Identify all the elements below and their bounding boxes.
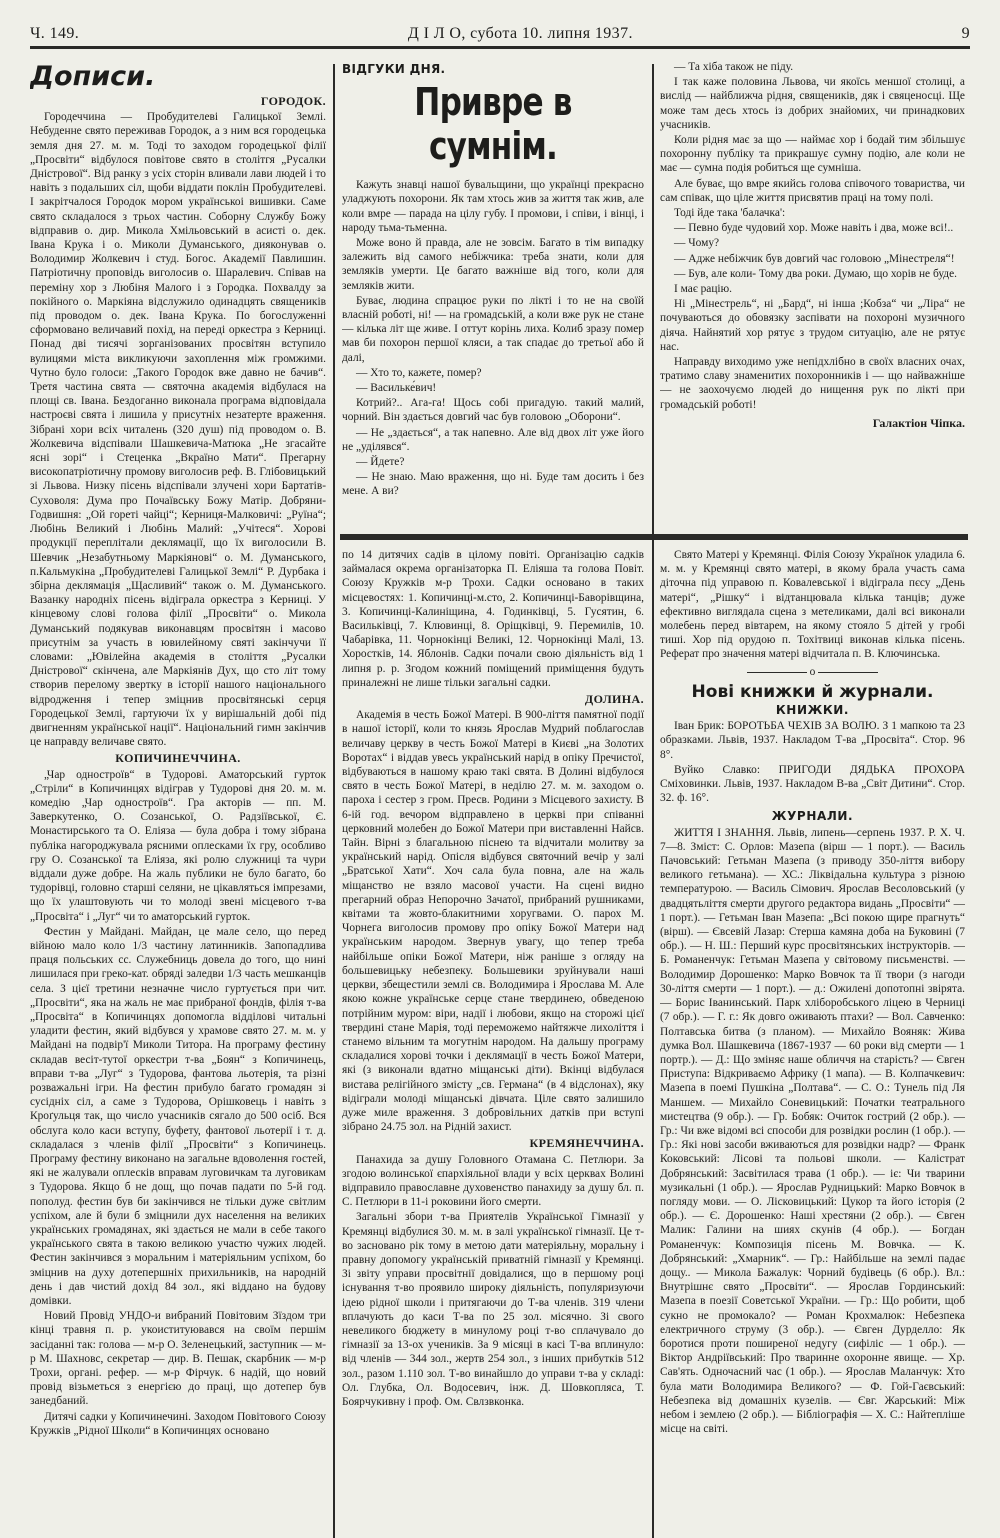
ornament-divider: o: [660, 665, 965, 679]
place-heading-dolyna: ДОЛИНА.: [584, 692, 644, 707]
article-sviato-materi: Свято Матері у Кремянці. Філія Союзу Українок уладила 6. м. м. у Кремянці свято матері, в якому брала участь сама діточна під управою п. Ковалевської і відіграла пєсу „День матері“, „Рішку“ і відтанцювала кілька танців; дуже ефективно виглядала сцена з метеликами, далі всі виконали молебень перед вівтарем, на якому стояло 5 дітей у гробі тиші. Хор під орудою п. Тохітвиці виконав кілька пісень. Реферат про значення матері відчитала п. В. Ключинська.: [660, 549, 965, 661]
article-akademia: Академія в честь Божої Матері. В 900-ліття памятної події в нашої історії, коли то князь Ярослав Мудрий поблагослав величаву церкву в честь Божої Матері в Києві „на Золотих Воротах“ і віддав увесь український нарід в опіку Пречистої, відбуваються в нашому краю такі свята. В Долині відбулося свято в честь Божої Матері, в неділю 27. м. м. заходом о. пароха і сестер з гром. Пресв. Родини з Місцевого захисту. В 6-ій год. вечором відправлено в церкві при співанні церковний молебен до Божої Матери при виставленні Найсв. Тайн. Вірні з благальною піснею та відчитали молитву за український нарід. Опісля відбувся святочний вечір у залі „Братської Хати“. Хоч сала була повна, але на жаль міщанство не взяло масової участи. На сцені видно прегарний образ Непорочно Зачатої, прибраний рушниками, квітами та жовто-блакитними хоругвами. О. парох М. Чорнега виголосив промову про опіку Божої Матери над українським народом. Звернув увагу, що тепер треба найбільше опіки Божої Матери, ніж раніше з огляду на большевицьку небезпеку. Большевики зруйнували наші церкви, збещестили землі св. Володимира і Ярослава М. Але якою кожне українське серце стане твердинею, обведеною потрійним муром: віри, надії і любови, якщо на сторожі цієї твердині стане Марія, тоді переможемо найтяжче лихоліття і станемо вільним та могутнім народом. На дальшу програму складалися хорові точки і деклямації в честь Божої Матери, які (з виконали вдатно міщанські діти). Вкінці відбулася вистава релігійного змісту „св. Германа“ (в 4 відслонах), яку відіграли молоді міщанські дівчата. Ціле свято залишило дуже миле враження. З добровільних датків при вступі зібрано 24.75 зол. на Рідній захист.: [342, 709, 644, 1134]
feuilleton-p8: — Йдете?: [356, 456, 405, 469]
feuilleton-c5: Тоді йде така 'балачка':: [674, 207, 786, 220]
article-undo: Новий Провід УНДО-и вибраний Повітовим Зїздом три кінці травня п. р. укоиституювався на своїм першім засіданні так: голова — м-р О. Зеленецький, заступник — м-р М. Шахновс, секретар — дир. В. Пешак, скарбник — м-р Трохи, органі. рефер. — м-р Фірчук. 6 надій, що новий провід візьметься з енергією до праці, що дотепер був занедбаний.: [30, 1310, 326, 1408]
feuilleton-p1: Кажуть знавці нашої бувальщини, що українці прекрасно уладжують похорони. Як там хтось жив за життя так жив, але коли вмре — парада на цілу губу. І промови, і співи, і вінці, і народу тьма-тьменна.: [342, 179, 644, 234]
feuilleton-p3: Буває, людина спрацює руки по лікті і то не на своїй власній роботі, ні! — на громадській, а коли вже рук не стане — кілька літ ще живе. І оттут корінь лиха. Колиб зразу помер мав би похорон першої кляси, а так спадає до третьої або й далі,: [342, 294, 644, 364]
column-vidguky: [342, 62, 644, 528]
feuilleton-c10: І має рацію.: [674, 283, 732, 296]
section-divider: [340, 534, 968, 540]
feuilleton-c11: Ні „Мінестрель“, ні „Бард“, ні інша ;Кобза“ чи „Ліра“ не почуваються до обовязку заспівати на похороні музичного діяча. Найнятий хор рятує з трудом ситуацію, але не рятує нас.: [660, 298, 965, 353]
feuilleton-c12: Направду виходимо уже непідхлібно в своїх власних очах, тратимо славу знаменитих похоронників і — що найважніше — не заохочуємо людей до нищення рук по лікті при громадській роботі!: [660, 356, 965, 411]
column-rule-2: [652, 64, 654, 1538]
place-heading-krem: КРЕМЯНЕЧЧИНА.: [529, 1136, 644, 1151]
feuilleton-p7: — Не „здається“, а так напевно. Але від двох літ уже його не „уділявся“.: [342, 426, 644, 453]
article-sadky-cont: по 14 дитячих садів в цілому повіті. Організацію садків займалася окрема організаторка П. Еліяша та голова Повіт. Союзу Кружків м-р Трохи. Садки основано в таких місцевостях: 1. Копичинці-м.сто, 2. Копичинці-Баворівщина, 3. Копичинці-Калиніщина, 4. Годинківці, 5. Гусятин, 6. Васильківці, 7. Клювинці, 8. Оріщківці, 9. Перемилів, 10. Чабарівка, 11. Чорнокінці Великі, 12. Чорнокінці Малі, 13. Хоростків, 14. Яблонів. Садки почали свою діяльність від 1 липня р. р. Згодом кожний поміщений приміщення будуть приналежні не лише тільки загальні садки.: [342, 549, 644, 689]
place-heading-gorodok: ГОРОДОК.: [260, 94, 326, 108]
feuilleton-p9: — Не знаю. Маю враження, що ні. Буде там досить і без мене. А ви?: [342, 471, 644, 498]
newspaper-title-date: Д І Л О, субота 10. липня 1937.: [407, 25, 633, 42]
issue-number: Ч. 149.: [30, 25, 80, 42]
author-signature: Галактіон Чіпка.: [872, 415, 965, 430]
column-rule-1: [333, 64, 335, 1538]
feuilleton-c1: — Та хіба також не піду.: [674, 61, 794, 73]
column-dopysy: [30, 60, 326, 1535]
feuilleton-p5: — Васильке́вич!: [356, 382, 437, 395]
feuilleton-p4: — Хто то, кажете, помер?: [356, 366, 482, 379]
article-gorodok: Городеччина — Пробудителеві Галицької Землі. Небуденне свято переживав Городок, а з ним вся городецька земля дня 27. м. м. Тоді то заходом городецької філії „Просвіти“ відбулося повітове свято в столітгя „Русалки Дністрової“. Від ранку з усіх сторін вливали лави людей і то навіть з подальших сіл, щоби віддати поклін Пробудителеві. І закрітчалося Городок мором українськоі вишивки. Саме свято складалося з трьох частин. Соборну Службу Божу відправив о. дир. Микола Хмільовський в асисті о. дек. Івана Крука і о. Миколи Думанського, дияконував о. Володимир Жолкевич і студ. Богос. Академії Павлишин. Патріотичну проповідь виголосив о. Шаралевич. Співав на переміну хор з Любіня Малого і з Городка. Похвалду за покійного о. Маркіяна відслужило одинадцять священиків під проводом о. дек. Івана Крука. По богослуженні сформовано величавий похід, на переді оркестра з Керниці. Понад дві тисячі зорганізованих просвітян вступило вулицями міста викликуючи захоплення між громжими. Чутно було голоси: „Такого Городок вже давно не бачив“. Третя частина свята — святочна академія відбулася на площі св. Івана. Бездоганно виконала програма відповідала настроєві свята і лишила у присутніх незатерте враження. Зібрані хори всіх читалень (320 душ) під проводом о. В. Жолкевича відспівали Шашкевича-Матюка „Не згасайте ясні зорі“ і Стеценка „Вкраїно Мати“. Прегарну високопатріотичну промову виголосив реф. В. Глібовицький зі Львова. Низку пісень відспівали злучені хори Бартатів-Суховоля: Дума про Почаївську Божу Матір. Добряни-Годвишня: „Ой гореті чайці“; Керниця-Малковичі: „Руїна“; Любінь Великий і Любінь Малий: „Учітеся“. Хорові продукції переплітали деклямації, що їх виголосили В. Шевчик „Незабутньому Маркіянові“ о. М. Думанського, п.Кальмукіна „Пробудителеві Галицької Землі“ Р. Дурбака і збірна деклямація „Щасливий“ також о. М. Думанського. Вазанку народніх пісень відіграла оркестра з Керниці. У кінцевому слові голова філії „Просвіти“ о. Микола Думанський подякував виконавцям просвітян і масово присутнім за участь в ювилейному святі закінчучи її словами: „Ювілейна академія в століття „Русалки Дністрової“ скінчена, але Маркіянів Дух, що сто літ тому створив перелому звертку в історії нашого національного відродження і тепер зміцнив просвітянські серця Городецької Землі, гартуючи їх у вирішальній добі під двигненням української нації“. Національний гимн закінчив це направду величаве свято.: [30, 111, 326, 749]
subheading-knyzhky: КНИЖКИ.: [775, 703, 850, 718]
article-char: „Чар одностроїв“ в Тудорові. Аматорський гурток „Стріли“ в Копичинцях відіграв у Тудорові дня 20. м. м. комедію „Чар одностроїв“. Гра акторів — пп. М. Заверкутенко, О. Созанської, О. Радзіївської, Є. Монастирського та О. Еліяза — була добра і тому зібрана публіка нагороджувала рясними оплесками їх гру, особливо гру О. Созанської та Еліяза, які ролю служниці та чури віддали дуже добре. На жаль публики не було багато, бо тудорівці, головно старші селяни, не цікавляться імпрезами, що їх улаштовують чи то молоді звені місцевого т-ва „Просвіта“ і „Луг“ чи то аматорський гурток.: [30, 768, 326, 923]
column-vidguky-cont: [660, 60, 965, 528]
article-festyn: Фестин у Майдані. Майдан, це мале село, що перед війною мало коло 1/3 частину латинників. Запопадлива праця польських сс. Служебниць довела до того, що нині лишилася при греко-кат. обряді заледви 1/3 часть мешканців села. З цієї третини незначне число гуртується при чит. „Просвіти“, яка на жаль не має прибраної фондів, філія т-ва „Просвіта“ в Копичинцях допомогла відділові читальні уладити фестин, який відбувся у храмове свято 27. м. м. у Майдані на подвір'ї Миколи Титора. На програму фестину складав весіт-тутої оркестри т-ва „Боян“ з Копичинець, вправи т-ва „Луг“ з Тудорова, фантова льотерія, та різні розважальні ігри. На фестин прибуло багато громадян зі сусідніх сіл, а саме з Тудорова, Орішковець і навіть з Кроґульця так, що число учасників сягало до 500 осіб. Вся обслуга коло каси вступу, буфету, фантової льотерії і т. д. складалася з членів філії „Просвіти“ з Копичинець. Програму фестину виконано на загальне вдоволення гостей, які не жалували оплесків вправам луговичкам та луговикам з Тудорова. Якщо б не дощ, що почав падати по 5-й год. пополуд. фестин був би закінчився не тільки дуже світлим успіхом, але й були б зміцнили дух населення на великих українських громадянах, які здається не мали в себе такого українського свята в такою великою участю чужих людей. Фестин закінчився з моральним і матеріяльним успіхом, бо зміцнив на духу дотепершніх прихильників, на народній день і дав чистий дохід 84 зол., які віддано на будову домівки.: [30, 925, 326, 1308]
journal-entry-1: ЖИТТЯ І ЗНАННЯ. Львів, липень—серпень 1937. Р. Х. Ч. 7—8. Зміст: С. Орлов: Мазепа (вірш — 1 порт.). — Василь Пачовський: Гетьман Мазепа (з приводу 350-ліття вибору великого гетьмана). — ХС.: Ліквідальна культура з різною температурою. — Василь Сімович. Ярослав Весоловський (у двадцятьліття смерти другого редактора видань „Просвіти“ — 1 порт.). — Гетьман Іван Мазепа: „Всі покою щире прагнуть“ (вірш). — Євсевій Лазар: Стерша камяна доба на Буковині (7 обр.). — Н. Ш.: Перший курс просвітянських інструкторів. — Б. Романенчук: Гетьман Мазепа у світовому письменстві. — Володимир Дорошенко: Марко Вовчок та її твори (з нагоди 30-ліття смерти — 1 порт.). — д.: Ожилені допотопні звірята. — Борис Іванинський. Парк хліборобського ліцею в Черниці (7 обр.). — Г. г.: Як довго оживають птахи? — Вол. Савченко: Полтавська битва (з планом). — Михайло Вояняк: Жива думка Вол. Шашкевича (1867-1937 — 60 роки від смерти — 1 портр.). — Д.: Що зміняє наше обличчя на старість? — Євген Приступа: Відкриваємо Африку (1 мапа). — В. Колпачкевич: Мазепа в поемі Пушкіна „Полтава“. — С. О.: Тунель під Ля Маншем. — Михайло Соневицький: Початки театрального мистецтва (9 обр.). — Гр. Бобяк: Очиток гострий (2 обр.). — Гр.: Чи вже відомі всі способи для розвідки рослин (1 обр.). — Гр.: Які нові засоби вживаються для розвідки надр? — Франк Коковський: Лісові та польові школи. — Калістрат Добрянський: Засвітилася трава (1 обр.). — іє: Чи тварини музикальні (1 обр.). — Ярослав Рудницький: Марко Вовчок в погляду мови. — О. Лісковицький: Цукор та його історія (2 обр.). — Є. Дорошенко: Наші хрестяни (2 обр.). — Євген Малик: Галини на шиях скунів (4 обр.). — Богдан Романенчук: Композиція пісень М. Вовчка. — К. Добрянський: „Хмарник“. — Гр.: Найбільше на землі падає дощу.. — Микола Бажалук: Чорний будівець (6 обр.). Вл.: Внутрішнє свято „Просвіти“. — Ярослав Гординський: Мазепа в поезії Советської України. — Гр.: Що робити, щоб сукно не промокало? — Роман Крохмалюк: Небезпека електричного струму (3 обр.). — Євген Дурделло: Як боротися проти поширеної недугу (сифіліс — 1 обр.). — Віктор Андріївський: Про тваринне охоронне явище. — Хр. Сав'ять. Одночасний час (1 обр.). — Ярослав Маланчук: Хто була мати Володимира Великого? — Ф. Гой-Гаєвський: Небезпека від домашніх кузелів. — Євг. Жарський: Між небом і землею (2 обр.). — Бібліографія — Х. С.: Найтепліше місце на світі.: [660, 826, 965, 1436]
feuilleton-p6: Котрий?.. Ага-га! Щось собі пригадую. такий малий, чорний. Він здається довгий час був головою „Оборони“.: [342, 397, 644, 424]
page-number: 9: [961, 25, 970, 42]
article-sadky-start: Дитячі садки у Копичинечині. Заходом Повітового Союзу Кружків „Рідної Школи“ в Копичинцях основано: [30, 1410, 326, 1437]
subheading-zhurnaly: ЖУРНАЛИ.: [771, 809, 854, 824]
article-zbory: Загальні збори т-ва Приятелів Української Гімназії у Кремянці відбулися 30. м. м. в залі української гімназії. Це т-во засновано рік тому в метою дати матеріяльну, моральну і правну допомогу українській приватній гімназії у Кремянці. Зі звіту управи просвітнії довідалися, що в першому році існування т-во проявило широку діяльність, популяризуючи ідею рідної школи і притягаючи до Т-ва членів. 319 члени вплачують до каси Т-ва по 25 зол. місячно. Зі свого невеликого бюджету в минулому році т-во сплачувало до гімназії за 13-ох учеників. За 9 місяці в касі Т-ва вплинуло: від членів — 344 зол., жертв 254 зол., з інших прибутків 512 зол., разом 1.110 зол. Т-во винайшло до управи т-ва у складі: Ол. Глубка, Ол. Водосевич, інж. Д. Шовкопляса, Т. Бояpчукивну і проф. Ом. Свлзвконка.: [342, 1211, 644, 1408]
place-heading-kopychyn: КОПИЧИНЕЧЧИНА.: [115, 751, 241, 766]
feuilleton-c4: Але буває, що вмре якийсь голова співочого товариства, чи сам співак, що ціле життя присвятив праці на тому полі.: [660, 177, 965, 204]
book-entry-1: Іван Брик: БОРОТЬБА ЧЕХІВ ЗА ВОЛЮ. З 1 мапкою та 23 образками. Львів, 1937. Накладом Т-ва „Просвіта“. Стор. 96 8°.: [660, 720, 965, 761]
feuilleton-p2: Може воно й правда, але не зовсім. Багато в тім випадку залежить від самого небіжчика: треба знати, коли для земляків умерти. Це багато важніше від того, коли для земляків жити.: [342, 237, 644, 292]
column-lower-mid: [342, 548, 644, 1533]
feuilleton-c2: І так каже половина Львова, чи якоїсь меншої столиці, а вислід — найближча рідня, священиків, дяк і свяценосці. Ще може там десь хтось із добрих знайомих, чи принадкових учасників.: [660, 76, 965, 131]
section-heading-books: Нові книжки й журнали.: [691, 681, 934, 702]
feuilleton-c6: — Певно буде чудовий хор. Може навіть і два, може всі!..: [674, 222, 954, 235]
feuilleton-c9: — Був, але коли- Тому два роки. Думаю, що хорів не буде.: [674, 267, 957, 280]
masthead: [30, 22, 970, 49]
feuilleton-c3: Коли рідня має за що — наймає хор і бодай тим збільшує похоронну публіку та прикрашує сумну подію, але коли не має — сумна подія робиться ще сумніша.: [660, 134, 965, 175]
section-heading-dopysy: Дописи.: [30, 61, 156, 92]
rubric-vidguky: ВІДГУКИ ДНЯ.: [342, 62, 446, 76]
article-panakhyda: Панахида за душу Головного Отамана С. Петлюри. За згодою волинської єпархіяльної влади у всіх церквах Волині відправило православне духовенство панаxиду за душу бл. п. С. Петлюри в 11-і роковини його смерти.: [342, 1153, 644, 1209]
headline-pryvre: Привре в сумнім.: [414, 80, 572, 169]
feuilleton-c8: — Адже небіжчик був довгий час головою „Мінестреля“!: [674, 252, 955, 265]
column-lower-right: [660, 548, 965, 1533]
feuilleton-c7: — Чому?: [674, 237, 720, 250]
book-entry-2: Вуйко Славко: ПРИГОДИ ДЯДЬКА ПРОХОРА Сміховинки. Львів, 1937. Накладом В-ва „Світ Дитини“. Стор. 32. ф. 16°.: [660, 763, 965, 805]
